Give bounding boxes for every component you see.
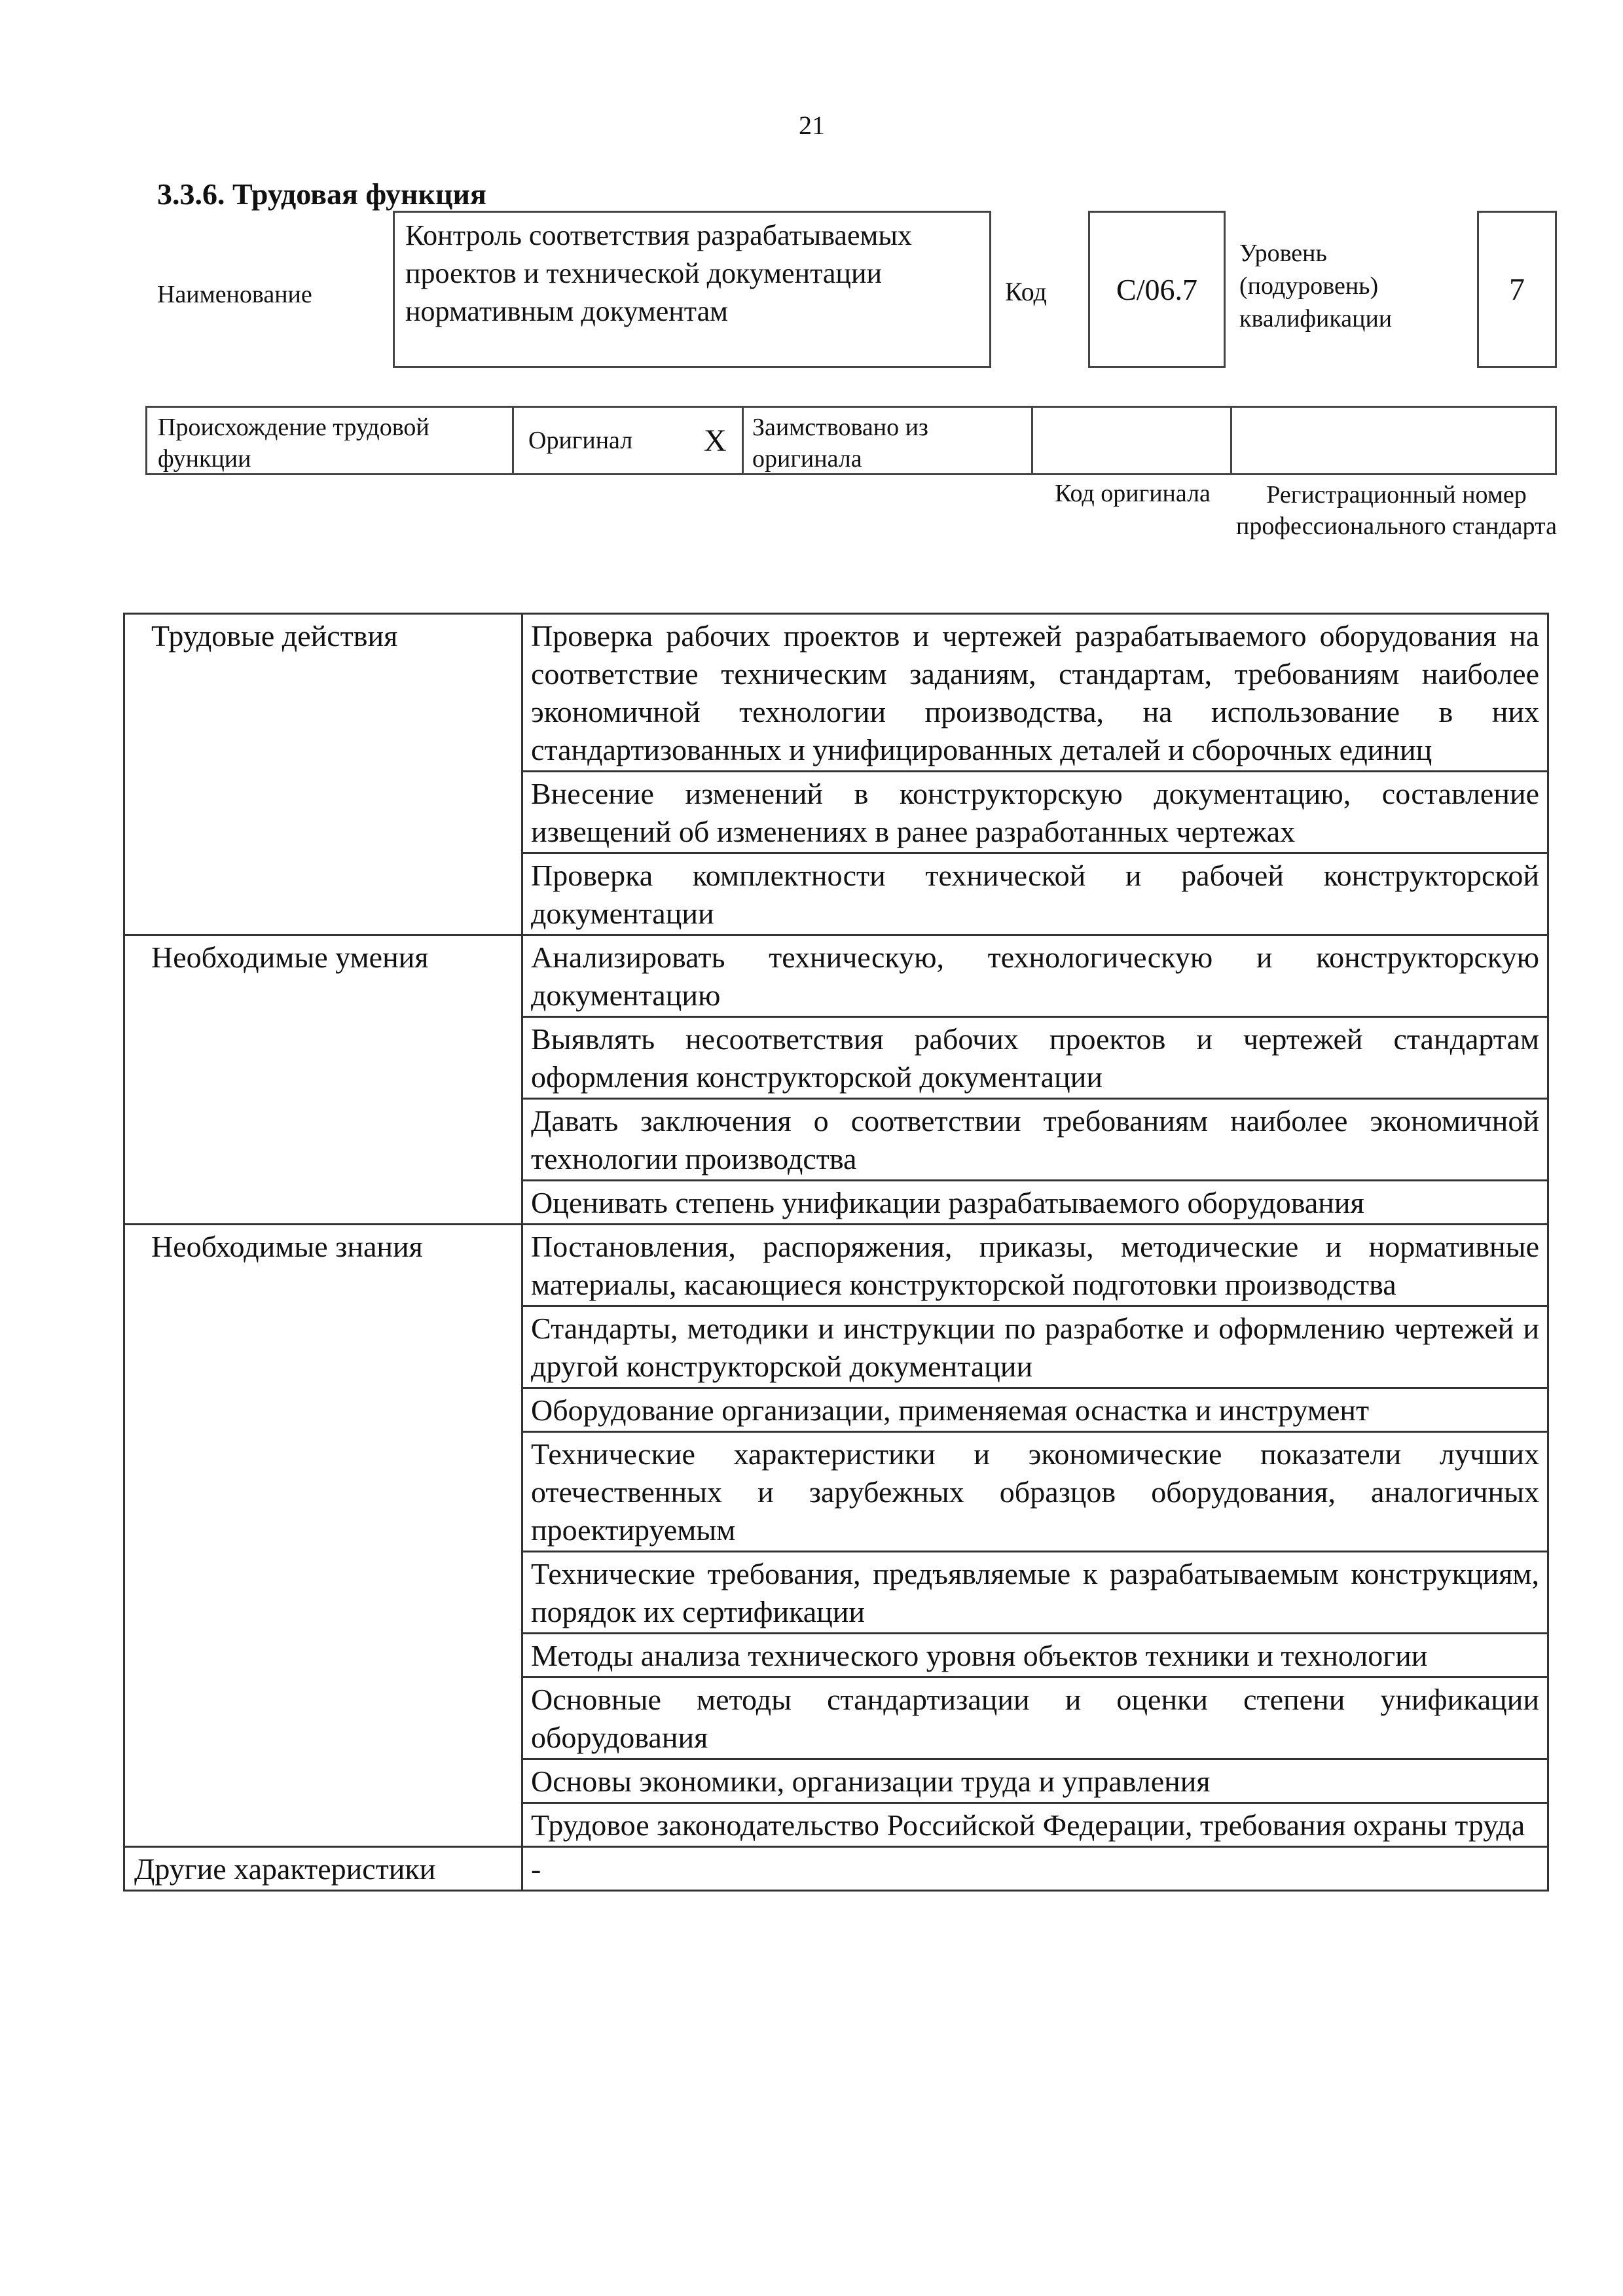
- knowledge-item: Методы анализа технического уровня объектов техники и технологии: [522, 1634, 1548, 1677]
- skill-item: Оценивать степень унификации разрабатываемого оборудования: [522, 1181, 1548, 1225]
- section-title: 3.3.6. Трудовая функция: [157, 177, 486, 211]
- knowledge-item: Технические характеристики и экономические показатели лучших отечественных и зарубежных образцов оборудования, аналогичных проектируемым: [522, 1432, 1548, 1552]
- skills-label: Необходимые умения: [124, 935, 522, 1225]
- skill-item: Выявлять несоответствия рабочих проектов и чертежей стандартам оформления конструкторской документации: [522, 1017, 1548, 1099]
- table-row: [124, 1847, 1548, 1891]
- knowledge-item: Основные методы стандартизации и оценки степени унификации оборудования: [522, 1677, 1548, 1759]
- knowledge-item: Стандарты, методики и инструкции по разработке и оформлению чертежей и другой конструкторской документации: [522, 1306, 1548, 1388]
- other-label: Другие характеристики: [124, 1847, 522, 1891]
- original-label: Оригинал: [528, 427, 633, 454]
- divider: [742, 408, 744, 473]
- skill-item: Анализировать техническую, технологическую и конструкторскую документацию: [522, 935, 1548, 1017]
- table-row: [124, 614, 1548, 772]
- divider: [1230, 408, 1232, 473]
- labor-action-item: Внесение изменений в конструкторскую документацию, составление извещений об изменениях в ранее разработанных чертежах: [522, 772, 1548, 853]
- borrowed-label: Заимствовано из оригинала: [752, 414, 928, 473]
- divider: [512, 408, 514, 473]
- labor-action-item: Проверка рабочих проектов и чертежей разрабатываемого оборудования на соответствие техническим заданиям, стандартам, требованиям наиболее экономичной технологии производства, на использование в них стандартизованных и унифицированных деталей и сборочных единиц: [522, 614, 1548, 772]
- reg-number-caption: Регистрационный номер профессионального стандарта: [1236, 481, 1557, 540]
- origin-row: [145, 406, 1557, 475]
- labor-action-item: Проверка комплектности технической и рабочей конструкторской документации: [522, 853, 1548, 935]
- name-value: Контроль соответствия разрабатываемых проектов и технической документации нормативным документам: [393, 211, 991, 368]
- origin-label: Происхождение трудовой функции: [158, 414, 429, 473]
- level-value: 7: [1477, 211, 1557, 368]
- other-value: -: [522, 1847, 1548, 1891]
- competency-table: [123, 613, 1549, 1892]
- knowledge-label: Необходимые знания: [124, 1225, 522, 1847]
- labor-actions-label: Трудовые действия: [124, 614, 522, 935]
- original-mark: X: [704, 423, 727, 458]
- knowledge-item: Трудовое законодательство Российской Федерации, требования охраны труда: [522, 1803, 1548, 1847]
- level-label: Уровень (подуровень) квалификации: [1239, 240, 1393, 332]
- code-original-caption: Код оригинала: [1055, 480, 1211, 507]
- knowledge-item: Оборудование организации, применяемая оснастка и инструмент: [522, 1388, 1548, 1432]
- divider: [1031, 408, 1033, 473]
- table-row: [124, 935, 1548, 1017]
- skill-item: Давать заключения о соответствии требованиям наиболее экономичной технологии производства: [522, 1099, 1548, 1181]
- page-number: 21: [799, 111, 825, 140]
- code-value: C/06.7: [1088, 211, 1226, 368]
- table-row: [124, 1225, 1548, 1306]
- knowledge-item: Технические требования, предъявляемые к разрабатываемым конструкциям, порядок их сертификации: [522, 1552, 1548, 1634]
- knowledge-item: Основы экономики, организации труда и управления: [522, 1759, 1548, 1803]
- name-label: Наименование: [157, 281, 312, 308]
- knowledge-item: Постановления, распоряжения, приказы, методические и нормативные материалы, касающиеся конструкторской подготовки производства: [522, 1225, 1548, 1306]
- code-label: Код: [1005, 276, 1047, 306]
